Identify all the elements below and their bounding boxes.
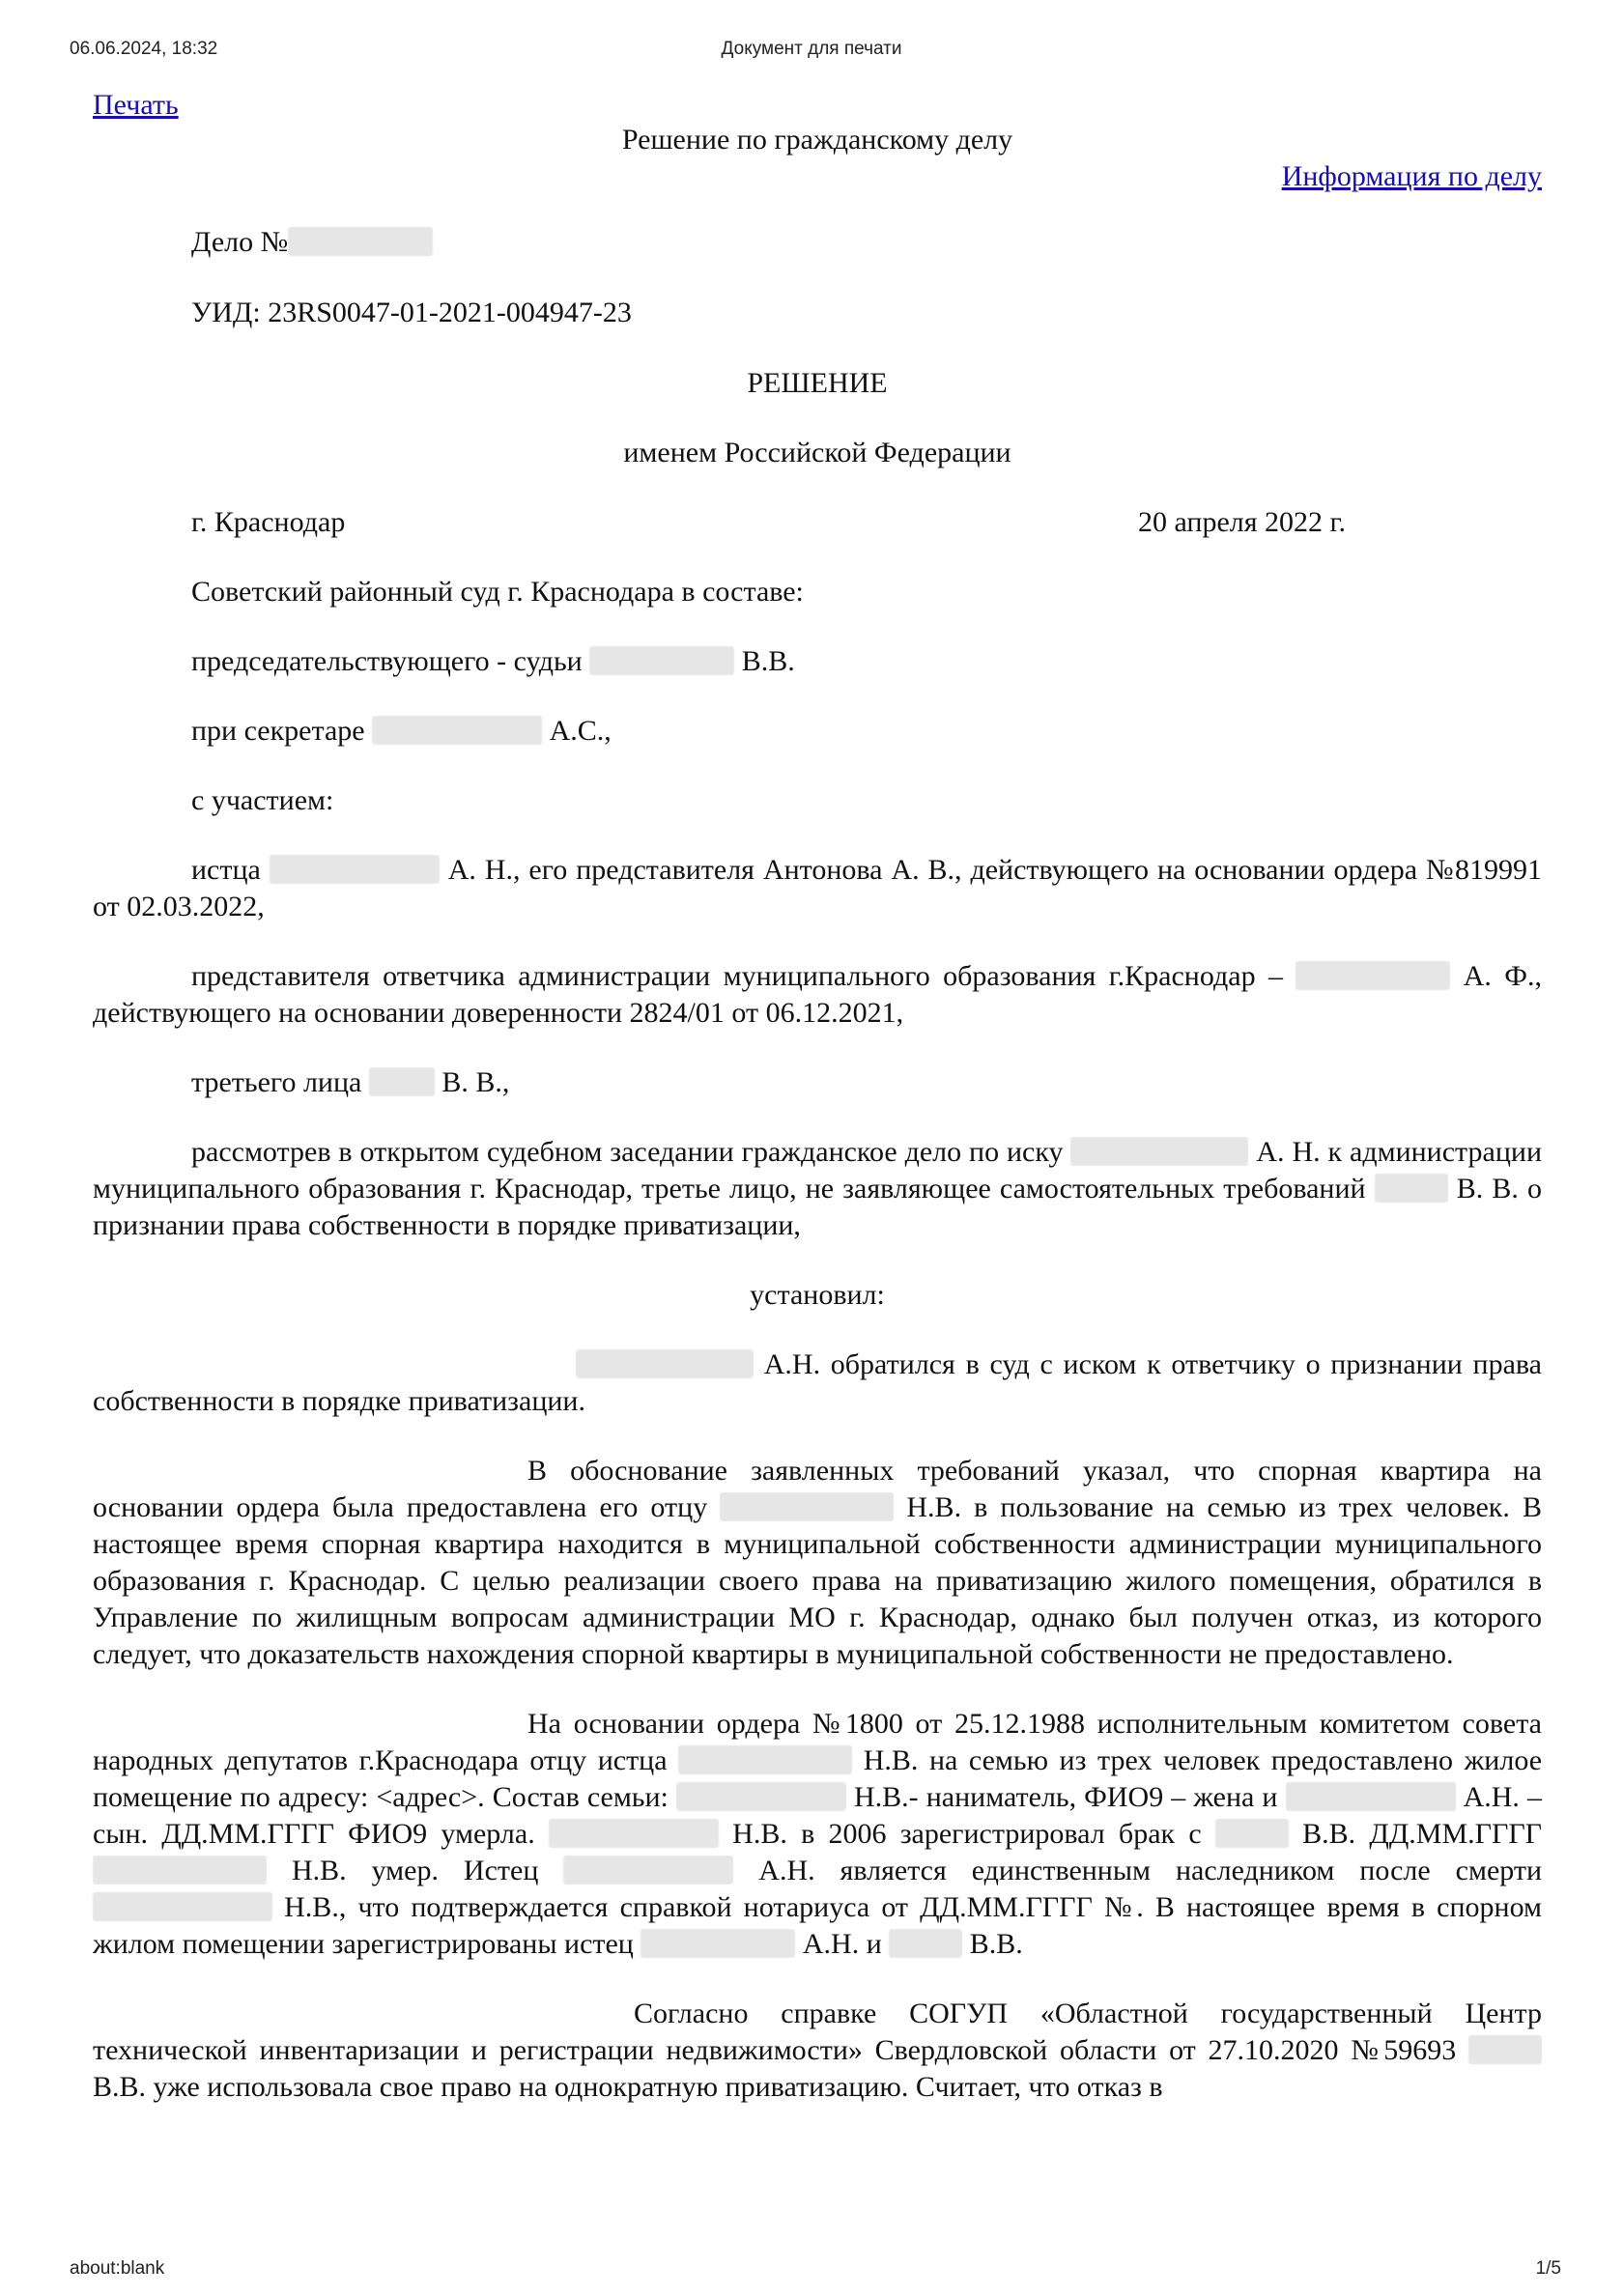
order-text-d: А.Н. – сын. ДД.ММ.ГГГГ ФИО9 умерла. <box>93 1781 1542 1850</box>
secretary-line <box>93 713 1542 750</box>
uid-line: УИД: 23RS0047-01-2021-004947-23 <box>191 297 632 328</box>
third-party-line <box>93 1064 1542 1101</box>
order-text-a: На основании ордера №1800 от 25.12.1988 исполнительным комитетом совета народных депутатов г.Краснодара отцу истца <box>93 1708 1542 1776</box>
established-heading: установил: <box>750 1279 885 1311</box>
print-header-datetime: 06.06.2024, 18:32 <box>70 39 218 59</box>
redacted-name-c <box>1286 1782 1456 1811</box>
defendant-rep-post: А. Ф., действующего на основании доверенности 2824/01 от 06.12.2021, <box>93 960 1543 1029</box>
secretary-initials: А.С., <box>549 715 612 747</box>
judge-line <box>93 643 1542 680</box>
claim-text: А.Н. обратился в суд с иском к ответчику о признании права собственности в порядке приватизации. <box>93 1348 1542 1417</box>
case-number <box>93 224 1542 261</box>
redacted-secretary-name <box>372 716 542 745</box>
redacted-name-h <box>93 1892 272 1921</box>
print-link-row <box>93 87 1542 126</box>
claim-paragraph <box>93 1346 1542 1420</box>
redacted-plaintiff-name-3 <box>576 1349 754 1378</box>
plaintiff-paragraph <box>93 852 1542 925</box>
third-party-initials: В. В., <box>441 1066 510 1098</box>
print-footer-page: 1/5 <box>1535 2258 1561 2279</box>
redacted-judge-name <box>589 646 734 675</box>
order-text-k: В.В. <box>969 1928 1023 1960</box>
grounds-text-1: В обоснование заявленных требований указал, что спорная квартира на основании ордера была предоставлена его отцу <box>93 1455 1542 1523</box>
plaintiff-label: истца <box>191 854 261 886</box>
defendant-paragraph <box>93 958 1542 1032</box>
document-body <box>93 87 1542 2106</box>
redacted-name-i <box>641 1929 795 1958</box>
case-info-link[interactable]: Информация по делу <box>1281 160 1542 192</box>
decision-subheading: именем Российской Федерации <box>623 437 1011 468</box>
redacted-name-b <box>676 1782 846 1811</box>
redacted-third-party-name <box>369 1067 435 1096</box>
considered-text-1: рассмотрев в открытом судебном заседании гражданское дело по иску <box>191 1136 1064 1168</box>
considered-text-2: А. Н. к администрации муниципального образования г. Краснодар, третье лицо, не заявляющее самостоятельных требований <box>93 1136 1543 1205</box>
redacted-name-a <box>678 1745 852 1774</box>
secretary-label: при секретаре <box>191 715 365 747</box>
order-text-b: Н.В. на семью из трех человек предоставлено жилое помещение по адресу: <адрес>. Состав семьи: <box>93 1744 1543 1813</box>
certificate-text-a: Согласно справке СОГУП «Областной государственный Центр технической инвентаризации и регистрации недвижимости» Свердловской области от 27.10.2020 №59693 <box>93 1998 1542 2066</box>
redacted-third-party-name-2 <box>1375 1174 1448 1203</box>
case-info-link-row <box>93 158 1542 195</box>
redacted-name-k <box>1468 2035 1542 2064</box>
order-text-g: Н.В. умер. Истец <box>291 1855 539 1886</box>
print-header-title: Документ для печати <box>721 39 902 59</box>
grounds-text-2: Н.В. в пользование на семью из трех человек. В настоящее время спорная квартира находится в муниципальной собственности администрации муниципального образования г. Краснодар. С целью реализации своего права на приватизацию жилого помещения, обратился в Управление по жилищным вопросам администрации МО г. Краснодар, однако был получен отказ, из которого следует, что доказательств нахождения спорной квартиры в муниципальной собственности не предоставлено. <box>93 1491 1542 1670</box>
defendant-rep-text: представителя ответчика администрации муниципального образования г.Краснодар – <box>191 960 1283 992</box>
redacted-plaintiff-name-2 <box>1070 1137 1248 1166</box>
redacted-father-name <box>720 1492 894 1521</box>
certificate-text-b: В.В. уже использовала свое право на однократную приватизацию. Считает, что отказ в <box>93 2071 1163 2103</box>
order-text-j: А.Н. и <box>802 1928 882 1960</box>
redacted-plaintiff-name <box>270 855 440 884</box>
third-party-label: третьего лица <box>191 1066 362 1098</box>
order-text-f: В.В. ДД.ММ.ГГГГ <box>1302 1818 1543 1850</box>
order-text-h: А.Н. является единственным наследником после смерти <box>758 1855 1543 1886</box>
plaintiff-text: А. Н., его представителя Антонова А. В., действующего на основании ордера №819991 от 02.03.2022, <box>93 854 1543 922</box>
judge-label: председательствующего - судьи <box>191 645 583 677</box>
decision-heading: РЕШЕНИЕ <box>747 367 888 399</box>
redacted-name-f <box>93 1856 267 1885</box>
print-link[interactable]: Печать <box>93 89 179 121</box>
redacted-name-j <box>889 1929 962 1958</box>
redacted-name-e <box>1215 1819 1289 1848</box>
document-title: Решение по гражданскому делу <box>621 124 1013 156</box>
certificate-paragraph <box>93 1996 1542 2106</box>
order-text-i: Н.В., что подтверждается справкой нотариуса от ДД.ММ.ГГГГ №. В настоящее время в спорном жилом помещении зарегистрированы истец <box>93 1891 1542 1960</box>
city: г. Краснодар <box>191 506 346 538</box>
judge-initials: В.В. <box>741 645 795 677</box>
redacted-name-d <box>549 1819 719 1848</box>
case-number-label: Дело № <box>191 226 289 258</box>
considered-paragraph <box>93 1134 1542 1244</box>
court-composition: Советский районный суд г. Краснодара в составе: <box>191 576 804 608</box>
participation-label: с участием: <box>191 784 334 816</box>
order-text-e: Н.В. в 2006 зарегистрировал брак с <box>732 1818 1202 1850</box>
considered-text-3: В. В. о признании права собственности в порядке приватизации, <box>93 1173 1542 1241</box>
grounds-paragraph <box>93 1453 1542 1673</box>
order-paragraph <box>93 1706 1542 1963</box>
decision-date: 20 апреля 2022 г. <box>1138 506 1346 538</box>
redacted-defendant-rep-name <box>1296 961 1450 990</box>
redacted-name-g <box>563 1856 733 1885</box>
order-text-c: Н.В.- наниматель, ФИО9 – жена и <box>854 1781 1278 1813</box>
redacted-case-number <box>288 227 433 256</box>
print-footer-url: about:blank <box>70 2258 165 2279</box>
place-date-line <box>93 504 1542 541</box>
